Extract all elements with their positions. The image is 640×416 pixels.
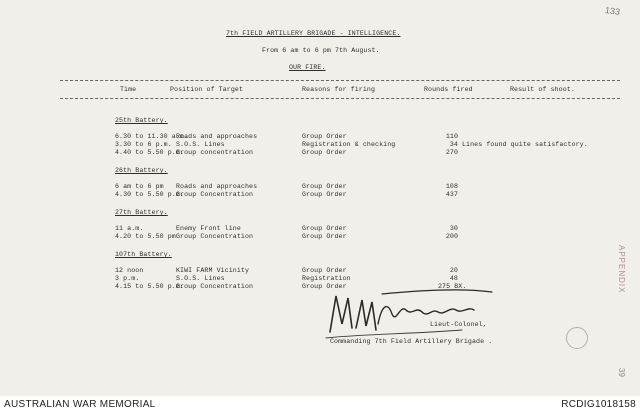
col-time: Time: [120, 86, 137, 93]
row-time: 6 am to 6 pm: [115, 183, 164, 190]
row-time: 4.15 to 5.50 p.m.: [115, 283, 184, 290]
signatory-rank: Lieut-Colonel,: [430, 321, 487, 328]
row-target: Group Concentration: [176, 233, 254, 240]
battery-heading: 107th Battery.: [115, 251, 172, 258]
battery-heading: 26th Battery.: [115, 167, 168, 174]
row-result: Lines found quite satisfactory.: [462, 141, 588, 148]
col-rounds: Rounds fired: [424, 86, 473, 93]
row-time: 4.30 to 5.50 p.m.: [115, 191, 184, 198]
corner-number: 133: [604, 5, 621, 17]
row-reason: Group Order: [302, 233, 347, 240]
row-rounds: 34: [449, 141, 458, 148]
row-time: 3.30 to 6 p.m.: [115, 141, 172, 148]
row-reason: Group Order: [302, 191, 347, 198]
row-rounds: 437: [445, 191, 458, 198]
row-rounds: 108: [445, 183, 458, 190]
appendix-stamp: APPENDIX: [617, 245, 626, 294]
header-rule-top: [60, 80, 620, 81]
col-target: Position of Target: [170, 86, 244, 93]
footer-archive-name: AUSTRALIAN WAR MEMORIAL: [4, 399, 156, 410]
row-time: 3 p.m.: [115, 275, 140, 282]
row-target: Roads and approaches: [176, 133, 258, 140]
row-rounds: 20: [449, 267, 458, 274]
row-target: Group Concentration: [176, 283, 254, 290]
circle-mark: [566, 327, 588, 349]
section-heading: OUR FIRE.: [289, 64, 326, 71]
row-time: 11 a.m.: [115, 225, 144, 232]
row-target: S.O.S. Lines: [176, 275, 225, 282]
row-time: 6.30 to 11.30 a.m.: [115, 133, 189, 140]
row-reason: Group Order: [302, 149, 347, 156]
row-reason: Registration: [302, 275, 351, 282]
row-reason: Group Order: [302, 183, 347, 190]
row-reason: Registration & checking: [302, 141, 396, 148]
col-result: Result of shoot.: [510, 86, 575, 93]
col-reason: Reasons for firing: [302, 86, 376, 93]
row-rounds: 270: [445, 149, 458, 156]
row-reason: Group Order: [302, 225, 347, 232]
battery-heading: 27th Battery.: [115, 209, 168, 216]
row-rounds: 275 BX.: [438, 283, 467, 290]
row-target: Group concentration: [176, 149, 254, 156]
row-rounds: 30: [449, 225, 458, 232]
row-time: 4.40 to 5.50 p.m.: [115, 149, 184, 156]
signature-mark: [322, 284, 502, 344]
footer-record-id: RCDIG1018158: [561, 399, 636, 410]
page-number: 39: [617, 368, 627, 377]
row-reason: Group Order: [302, 267, 347, 274]
battery-heading: 25th Battery.: [115, 117, 168, 124]
header-rule-bottom: [60, 98, 620, 99]
row-rounds: 200: [445, 233, 458, 240]
row-target: KIWI FARM Vicinity: [176, 267, 250, 274]
row-rounds: 110: [445, 133, 458, 140]
row-target: Enemy Front line: [176, 225, 241, 232]
row-time: 4.20 to 5.50 pm: [115, 233, 176, 240]
row-target: S.O.S. Lines: [176, 141, 225, 148]
row-reason: Group Order: [302, 133, 347, 140]
document-title: 7th FIELD ARTILLERY BRIGADE - INTELLIGENCE.: [226, 30, 401, 37]
row-reason: Group Order: [302, 283, 347, 290]
row-target: Group Concentration: [176, 191, 254, 198]
row-time: 12 noon: [115, 267, 144, 274]
row-target: Roads and approaches: [176, 183, 258, 190]
row-rounds: 48: [449, 275, 458, 282]
report-period: From 6 am to 6 pm 7th August.: [262, 47, 380, 54]
signatory-title: Commanding 7th Field Artillery Brigade .: [330, 338, 493, 345]
